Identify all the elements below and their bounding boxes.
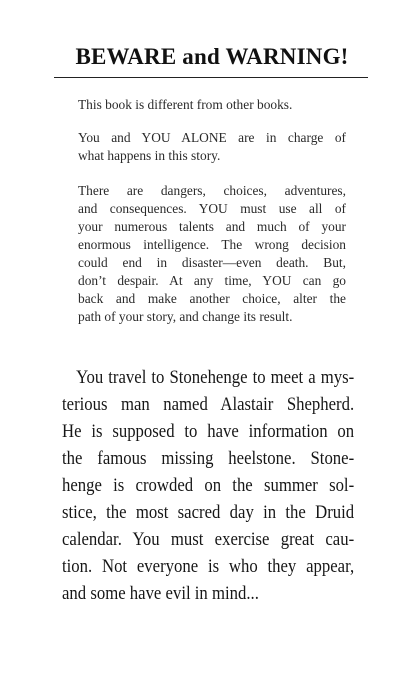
story-line: calendar. You must exercise great cau- bbox=[62, 529, 355, 550]
story-line: terious man named Alastair Shepherd. bbox=[62, 394, 355, 415]
title-divider bbox=[54, 77, 368, 78]
intro-line: and consequences. YOU must use all of bbox=[78, 201, 346, 216]
intro-line: There are dangers, choices, adventures, bbox=[78, 183, 346, 198]
story-line: stice, the most sacred day in the Druid bbox=[62, 502, 355, 523]
story-line: He is supposed to have information on bbox=[62, 421, 355, 442]
intro-paragraph-2 bbox=[78, 129, 346, 165]
intro-line: your numerous talents and much of your bbox=[78, 219, 346, 234]
intro-line: don’t despair. At any time, YOU can go bbox=[78, 273, 346, 288]
intro-line: enormous intelligence. The wrong decision bbox=[78, 237, 346, 252]
intro-line: path of your story, and change its result. bbox=[78, 309, 293, 324]
page-title: BEWARE and WARNING! bbox=[75, 44, 349, 69]
intro-line: You and YOU ALONE are in charge of bbox=[78, 130, 346, 145]
story-line: tion. Not everyone is who they appear, bbox=[62, 556, 355, 577]
intro-paragraph-3 bbox=[78, 182, 346, 326]
intro-line: back and make another choice, alter the bbox=[78, 291, 346, 306]
intro-line: what happens in this story. bbox=[78, 148, 221, 163]
story-line: the famous missing heelstone. Stone- bbox=[62, 448, 355, 469]
story-line: You travel to Stonehenge to meet a mys- bbox=[76, 367, 355, 388]
story-line: henge is crowded on the summer sol- bbox=[62, 475, 355, 496]
intro-paragraph-1 bbox=[78, 96, 346, 114]
story-paragraph bbox=[62, 364, 355, 607]
intro-line: could end in disaster—even death. But, bbox=[78, 255, 346, 270]
story-line: and some have evil in mind... bbox=[62, 583, 259, 604]
intro-line: This book is different from other books. bbox=[78, 97, 293, 112]
